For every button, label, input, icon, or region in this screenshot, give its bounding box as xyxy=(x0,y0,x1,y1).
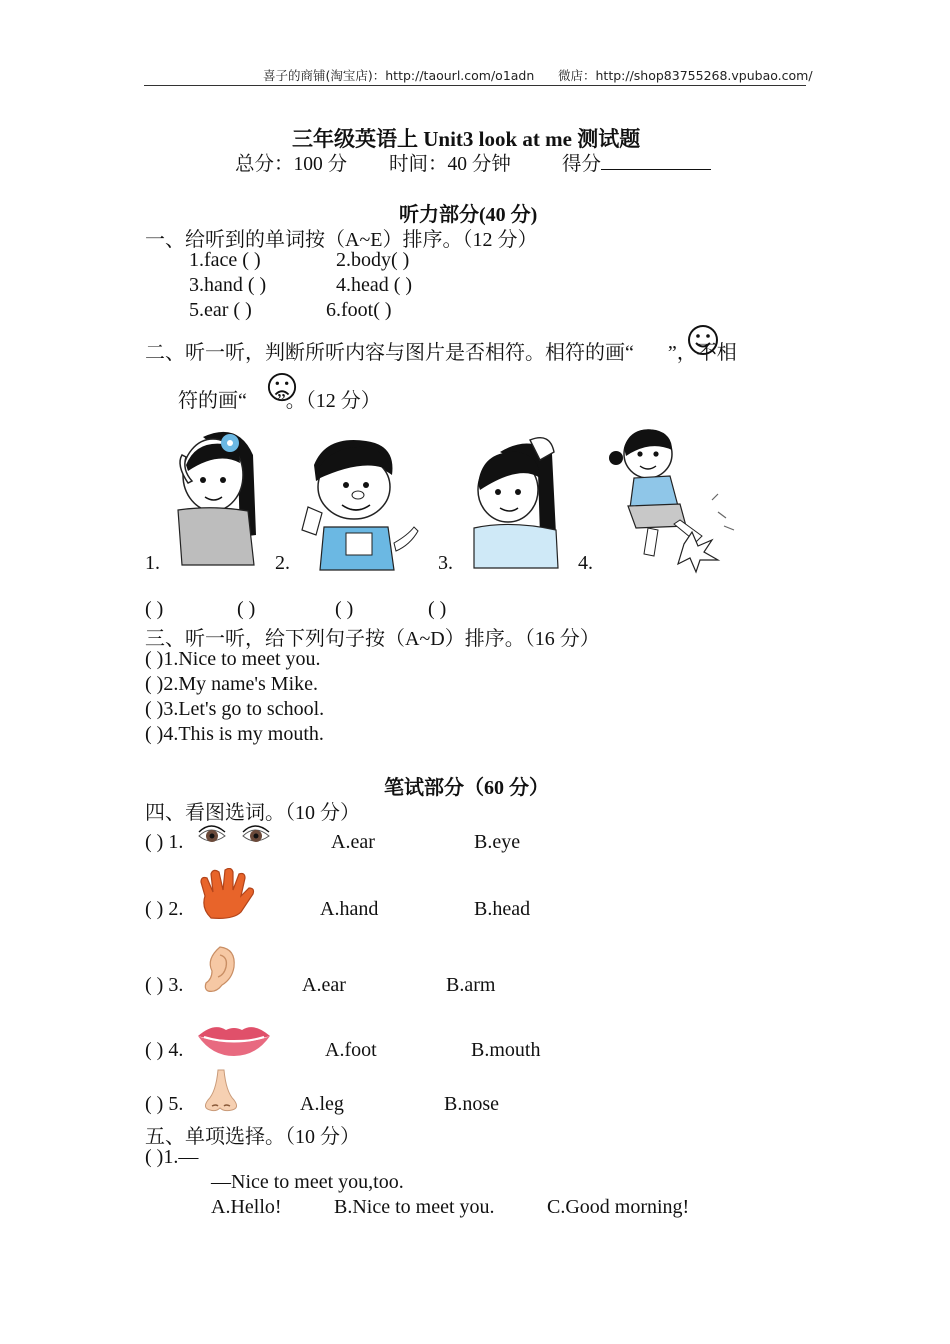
q4-item-5-option-b: B.nose xyxy=(444,1093,499,1115)
q5-question-1: ( )1.— xyxy=(145,1146,199,1168)
q4-item-1-option-b: B.eye xyxy=(474,831,521,853)
q3-item-1: ( )1.Nice to meet you. xyxy=(145,648,321,670)
time-limit: 时间：40 分钟 xyxy=(389,154,511,175)
q4-item-2-number: ( ) 2. xyxy=(145,898,184,920)
q2-number-2: 2. xyxy=(275,552,290,574)
q5-option-b: B.Nice to meet you. xyxy=(334,1196,495,1218)
q4-item-2-option-a: A.hand xyxy=(320,898,379,920)
q4-item-2-option-b: B.head xyxy=(474,898,531,920)
q1-item-ear: 5.ear ( ) xyxy=(189,299,252,321)
q2-number-4: 4. xyxy=(578,552,593,574)
sad-face-icon xyxy=(267,372,297,402)
q4-item-3-option-b: B.arm xyxy=(446,974,496,996)
q4-item-4-option-a: A.foot xyxy=(325,1039,377,1061)
q1-item-foot: 6.foot( ) xyxy=(326,299,392,321)
eyes-icon xyxy=(197,822,275,850)
boy-pointing-nose-picture xyxy=(296,435,422,570)
score-blank xyxy=(601,151,711,170)
listening-heading: 听力部分(40 分) xyxy=(399,204,538,226)
hand-icon xyxy=(197,868,255,920)
q2-title-line2: 符的画“ ”。（12 分） xyxy=(178,390,381,412)
q4-item-4-option-b: B.mouth xyxy=(471,1039,541,1061)
header-weidian-link: 微店：http://shop83755268.vpubao.com/ xyxy=(558,68,813,83)
total-score: 总分：100 分 xyxy=(235,154,348,175)
q3-item-2: ( )2.My name's Mike. xyxy=(145,673,319,695)
q4-item-3-option-a: A.ear xyxy=(302,974,346,996)
q3-item-3: ( )3.Let's go to school. xyxy=(145,698,325,720)
q5-question-1-reply: —Nice to meet you,too. xyxy=(211,1171,404,1193)
score-field xyxy=(562,148,711,176)
q3-item-4: ( )4.This is my mouth. xyxy=(145,723,324,745)
q1-title: 一、给听到的单词按（A~E）排序。（12 分） xyxy=(145,229,538,251)
girl-touching-ear-picture xyxy=(158,425,266,567)
q5-option-a: A.Hello! xyxy=(211,1196,282,1218)
q2-answer-3: ( ) xyxy=(335,598,354,620)
q1-item-body: 2.body( ) xyxy=(336,249,410,271)
score-label: 得分 xyxy=(562,154,602,175)
q4-item-1-number: ( ) 1. xyxy=(145,831,184,853)
header-rule xyxy=(144,85,806,86)
q4-item-4-number: ( ) 4. xyxy=(145,1039,184,1061)
writing-heading: 笔试部分（60 分） xyxy=(384,777,549,799)
nose-icon xyxy=(200,1068,242,1114)
q4-item-5-option-a: A.leg xyxy=(300,1093,344,1115)
smiley-face-icon xyxy=(687,324,719,356)
q2-answer-2: ( ) xyxy=(237,598,256,620)
q3-title: 三、听一听，给下列句子按（A~D）排序。（16 分） xyxy=(145,628,600,650)
lips-icon xyxy=(196,1020,272,1058)
page-title: 三年级英语上 Unit3 look at me 测试题 xyxy=(292,127,641,151)
q2-number-1: 1. xyxy=(145,552,160,574)
ear-icon xyxy=(200,945,238,995)
q2-title-line1: 二、听一听，判断所听内容与图片是否相符。相符的画“ ”，不相 xyxy=(145,342,737,364)
q1-item-face: 1.face ( ) xyxy=(189,249,261,271)
q2-number-3: 3. xyxy=(438,552,453,574)
q4-item-5-number: ( ) 5. xyxy=(145,1093,184,1115)
q1-item-hand: 3.hand ( ) xyxy=(189,274,267,296)
q2-answer-1: ( ) xyxy=(145,598,164,620)
q4-item-1-option-a: A.ear xyxy=(331,831,375,853)
q2-answer-4: ( ) xyxy=(428,598,447,620)
q4-title: 四、看图选词。（10 分） xyxy=(145,802,360,824)
girl-kicking-picture xyxy=(600,422,742,572)
header-shop-link: 喜子的商铺(淘宝店)：http://taourl.com/o1adn xyxy=(263,68,535,83)
q1-item-head: 4.head ( ) xyxy=(336,274,413,296)
q5-option-c: C.Good morning! xyxy=(547,1196,690,1218)
q4-item-3-number: ( ) 3. xyxy=(145,974,184,996)
girl-touching-head-picture xyxy=(460,434,566,568)
q5-title: 五、单项选择。（10 分） xyxy=(145,1126,360,1148)
